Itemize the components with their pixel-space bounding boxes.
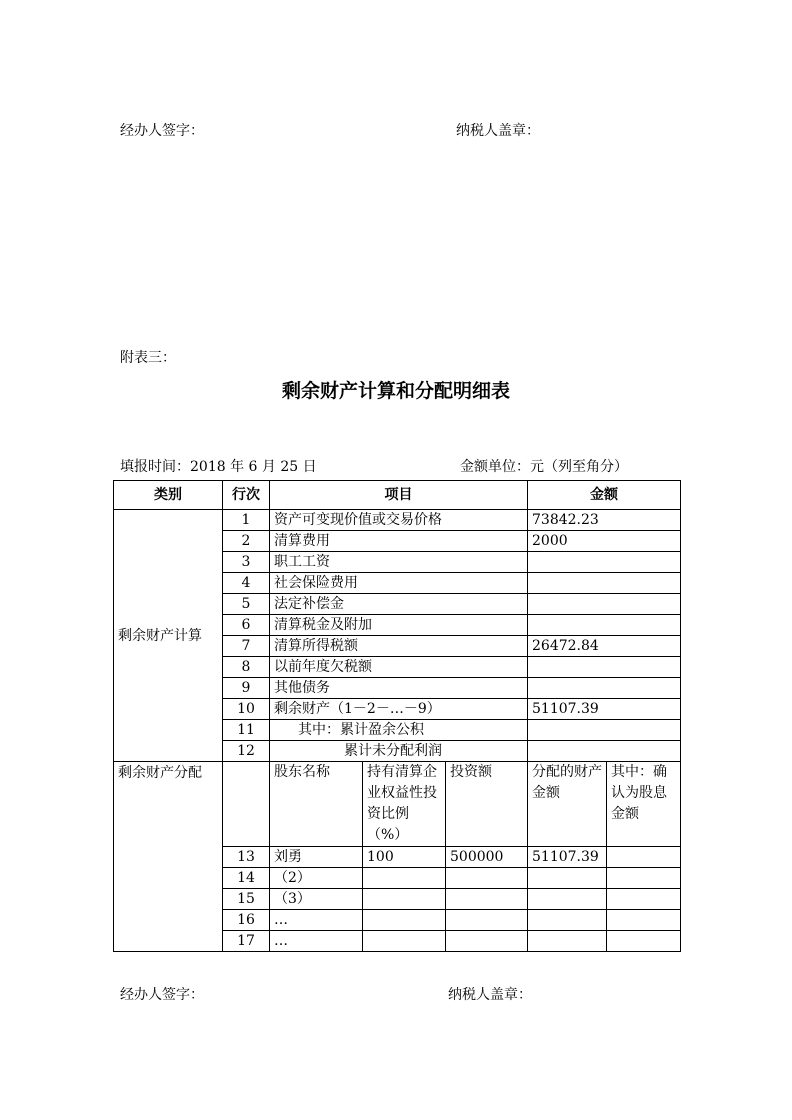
distribution-table <box>113 480 681 952</box>
row-investment <box>446 889 528 910</box>
row-investment: 500000 <box>446 847 528 868</box>
subheader-shareholder: 股东名称 <box>270 762 363 847</box>
page-title: 剩余财产计算和分配明细表 <box>281 380 510 402</box>
row-item: 其他债务 <box>270 678 528 699</box>
subheader-ratio: 持有清算企业权益性投资比例（%） <box>363 762 446 847</box>
subheader-investment: 投资额 <box>446 762 528 847</box>
row-amount <box>528 657 681 678</box>
row-item: 以前年度欠税额 <box>270 657 528 678</box>
bottom-taxpayer-seal-label: 纳税人盖章： <box>448 987 532 1003</box>
row-item: 法定补偿金 <box>270 594 528 615</box>
row-amount <box>528 678 681 699</box>
row-amount <box>528 594 681 615</box>
section1-category: 剩余财产计算 <box>114 510 223 762</box>
row-no: 1 <box>223 510 270 531</box>
row-amount: 2000 <box>528 531 681 552</box>
header-row-no: 行次 <box>223 481 270 510</box>
row-shareholder: （2） <box>270 868 363 889</box>
row-item: 其中：累计盈余公积 <box>270 720 528 741</box>
row-shareholder: … <box>270 910 363 931</box>
row-dividend <box>607 868 681 889</box>
row-amount: 73842.23 <box>528 510 681 531</box>
row-dividend <box>607 889 681 910</box>
distribution-subheader-row <box>114 762 681 847</box>
subheader-row-no-empty <box>223 762 270 847</box>
row-no: 15 <box>223 889 270 910</box>
row-no: 4 <box>223 573 270 594</box>
appendix-label: 附表三： <box>120 350 176 366</box>
row-item: 清算所得税额 <box>270 636 528 657</box>
row-distributed <box>528 889 607 910</box>
row-amount <box>528 552 681 573</box>
row-shareholder: 刘勇 <box>270 847 363 868</box>
row-amount <box>528 615 681 636</box>
row-no: 16 <box>223 910 270 931</box>
row-amount: 26472.84 <box>528 636 681 657</box>
row-item: 资产可变现价值或交易价格 <box>270 510 528 531</box>
row-ratio <box>363 889 446 910</box>
row-no: 7 <box>223 636 270 657</box>
row-amount <box>528 741 681 762</box>
row-no: 12 <box>223 741 270 762</box>
row-shareholder: … <box>270 931 363 952</box>
header-amount: 金额 <box>528 481 681 510</box>
row-no: 14 <box>223 868 270 889</box>
row-no: 8 <box>223 657 270 678</box>
row-item: 清算税金及附加 <box>270 615 528 636</box>
amount-unit: 金额单位：元（列至角分） <box>460 459 628 475</box>
bottom-handler-signature-label: 经办人签字： <box>120 987 204 1003</box>
row-no: 6 <box>223 615 270 636</box>
subheader-dividend: 其中：确认为股息金额 <box>607 762 681 847</box>
row-distributed <box>528 910 607 931</box>
top-handler-signature-label: 经办人签字： <box>120 123 204 139</box>
row-distributed <box>528 868 607 889</box>
row-no: 10 <box>223 699 270 720</box>
row-no: 2 <box>223 531 270 552</box>
header-item: 项目 <box>270 481 528 510</box>
row-shareholder: （3） <box>270 889 363 910</box>
row-no: 17 <box>223 931 270 952</box>
fill-date: 填报时间：2018 年 6 月 25 日 <box>120 459 317 475</box>
row-amount <box>528 573 681 594</box>
row-no: 3 <box>223 552 270 573</box>
top-taxpayer-seal-label: 纳税人盖章： <box>456 123 540 139</box>
row-investment <box>446 931 528 952</box>
row-item: 清算费用 <box>270 531 528 552</box>
subheader-distributed: 分配的财产金额 <box>528 762 607 847</box>
header-row <box>114 481 681 510</box>
row-ratio: 100 <box>363 847 446 868</box>
row-ratio <box>363 910 446 931</box>
row-item: 剩余财产（1－2－…－9） <box>270 699 528 720</box>
row-dividend <box>607 847 681 868</box>
table-row <box>114 510 681 531</box>
row-distributed: 51107.39 <box>528 847 607 868</box>
row-amount: 51107.39 <box>528 699 681 720</box>
header-category: 类别 <box>114 481 223 510</box>
row-item: 职工工资 <box>270 552 528 573</box>
section2-category: 剩余财产分配 <box>114 762 223 952</box>
row-item: 累计未分配利润 <box>270 741 528 762</box>
row-ratio <box>363 931 446 952</box>
row-no: 13 <box>223 847 270 868</box>
row-no: 9 <box>223 678 270 699</box>
row-investment <box>446 868 528 889</box>
row-no: 11 <box>223 720 270 741</box>
row-ratio <box>363 868 446 889</box>
row-dividend <box>607 931 681 952</box>
row-item: 社会保险费用 <box>270 573 528 594</box>
row-distributed <box>528 931 607 952</box>
row-investment <box>446 910 528 931</box>
row-dividend <box>607 910 681 931</box>
row-amount <box>528 720 681 741</box>
row-no: 5 <box>223 594 270 615</box>
